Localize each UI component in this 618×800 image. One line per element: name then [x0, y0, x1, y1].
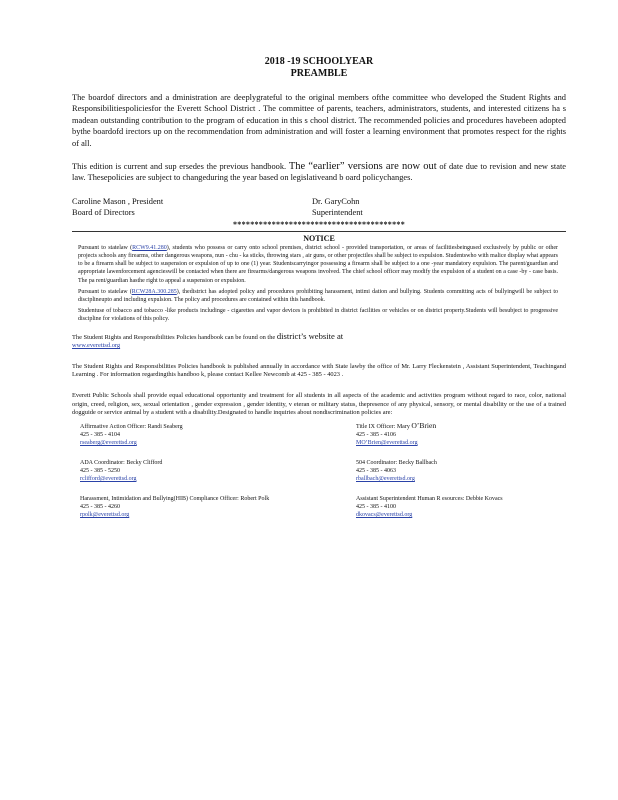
contact-title: Assistant Superintendent Human R esources: Debbie Kovacs: [356, 495, 503, 502]
contact-email-link[interactable]: rpolk@everettsd.org: [80, 511, 130, 518]
preamble-p2-emphasis: The “earlier” versions are now out: [288, 161, 437, 173]
signature-block: [72, 196, 566, 218]
page-title: 2018 -19 SCHOOLYEAR: [264, 56, 374, 67]
contact-phone: 425 - 385 - 5250: [80, 467, 120, 474]
annual-publication-paragraph: The Student Rights and Responsibilities Policies handbook is published annually in accordance with State lawby the office of Mr. Larry Fleckenstein , Assistant Superintendent, Teachingand Learning . For information regardingthis handboo k, please contact Kellee Newcomb at 425 - 385 - 4023 .: [72, 362, 566, 379]
notice-heading: NOTICE: [303, 233, 335, 243]
notice-p1-text-cont: ), students who possess or carry onto school premises, district school - provided transportation, or areas of facilitiesbeingused exclusively by public or other projects schools any firearms, other dangerous weapons, nun - chu - ka sticks, throwing stars , air guns, or other projectiles shall be subject to expulsion. Studentswho with malice display what appears to be a firearm shall be subject to suspension or expulsion of up to one (1) year. Studentscarryingor possessing a firearm shall be subject to a one -year mandatory expulsion. The parent/guardian and appropriate lawenforcement agencieswill be contacted when there are firearms/dangerous weapons involved. The chief school officer may modify the expulsion of a student on a case -by - case basis. The pa rent/guardian hasthe right to appeal a suspension or expulsion.: [78, 244, 558, 284]
notice-section: [72, 244, 566, 324]
nondiscrimination-paragraph: Everett Public Schools shall provide equal educational opportunity and treatment for all students in all aspects of the academic and activities program without regard to race, color, national origin, creed, religion, sex, sexual orientation , gender expression , gender identity, v eteran or military status, thepresence of any physical, sensory, or mental disability or the use of a trained dogguide or service animal by a student with a disability.Designated to handle inquiries about nondiscrimination policies are:: [72, 392, 566, 417]
contact-email-link[interactable]: dkovacs@everettsd.org: [356, 511, 413, 518]
star-divider: ****************************************: [233, 219, 405, 229]
preamble-p2-start: This edition is current and sup ersedes the previous handbook.: [72, 162, 287, 172]
contact-phone: 425 - 385 - 4100: [356, 503, 396, 510]
divider-line: [72, 231, 566, 232]
contacts-grid: [80, 422, 566, 519]
district-website-link[interactable]: www.everettsd.org: [72, 342, 121, 350]
signature-left-role: Board of Directors: [72, 207, 135, 217]
contact-email-link[interactable]: MO’Brien@everettsd.org: [356, 439, 418, 446]
preamble-paragraph-2: [72, 161, 566, 184]
signature-right-role: Superintendent: [312, 207, 363, 217]
notice-tobacco-paragraph: Studentuse of tobacco and tobacco -like products includinge - cigarettes and vapor devices is prohibited in district facilities or vehicles or on district property.Students will besubject to progressive discipline for violations of this policy.: [78, 308, 558, 323]
rcw-harassment-link[interactable]: RCW28A.300.285: [131, 288, 177, 295]
contact-card: [80, 422, 328, 447]
contact-email-link[interactable]: rclifford@everettsd.org: [80, 475, 137, 482]
contact-card: [80, 495, 328, 519]
contact-card: [356, 422, 546, 447]
preamble-paragraph-1: The boardof directors and a dministration are deeplygrateful to the original members ofthe committee who developed the Student Rights and Responsibilitiespoliciesfor the Everett School District . The committee of parents, teachers, administrators, students, and interested citizens ha s madean outstanding contribution to the program of education in this s chool district. The recommended policies and procedures havebeen adopted bythe boardofd irectors up on the recommendation from administration and will foster a learning environment that promotes respect for the rights of all.: [72, 93, 566, 148]
contact-title: 504 Coordinator: Becky Ballbach: [356, 459, 437, 466]
signature-left-name: Caroline Mason , President: [72, 196, 164, 206]
signature-right-name: Dr. GaryCohn: [312, 196, 360, 206]
contact-title: Harassment, Intimidation and Bullying(HIB) Compliance Officer: Robert Polk: [80, 495, 270, 502]
notice-p1-text: Pursuant to statelaw (: [78, 244, 133, 251]
page-subtitle: PREAMBLE: [290, 68, 348, 79]
handbook-location-paragraph: [72, 332, 566, 351]
contact-phone: 425 - 385 - 4106: [356, 431, 396, 438]
contact-card: [356, 495, 546, 519]
contact-card: [356, 459, 546, 483]
rcw-firearms-link[interactable]: RCW9.41.280: [132, 244, 167, 251]
handbook-text-website: district’s website at: [276, 330, 344, 341]
contact-card: [80, 459, 328, 483]
contact-phone: 425 - 385 - 4104: [80, 431, 120, 438]
contact-title: Title IX Officer: Mary O’Brien: [356, 420, 437, 430]
preamble-p2-end: of date due to revision and new state law. Thesepolicies are subject to changeduring the year based on legislativeand b oard policychanges.: [72, 162, 567, 183]
contact-phone: 425 - 385 - 4260: [80, 503, 120, 510]
contact-title: Affirmative Action Officer: Randi Seaberg: [80, 423, 183, 430]
contact-email-link[interactable]: rseaberg@everettsd.org: [80, 439, 137, 446]
contact-phone: 425 - 385 - 4063: [356, 467, 396, 474]
notice-firearms-paragraph: [78, 244, 558, 285]
contact-email-link[interactable]: rballbach@everettsd.org: [356, 475, 415, 482]
notice-p2-text-cont: ), thedistrict has adopted policy and procedures prohibiting harassment, intimi dation and bullying. Students committing acts of bullyingwill be subject to disciplineupto and including expulsion. The policy and procedures are contained within this handbook.: [78, 288, 558, 304]
handbook-text: The Student Rights and Responsibilities Policies handbook can be found on the: [72, 333, 276, 341]
contact-title: ADA Coordinator: Becky Clifford: [80, 459, 163, 466]
notice-harassment-paragraph: [78, 288, 558, 304]
notice-p2-text: Pursuant to statelaw (: [78, 288, 132, 295]
